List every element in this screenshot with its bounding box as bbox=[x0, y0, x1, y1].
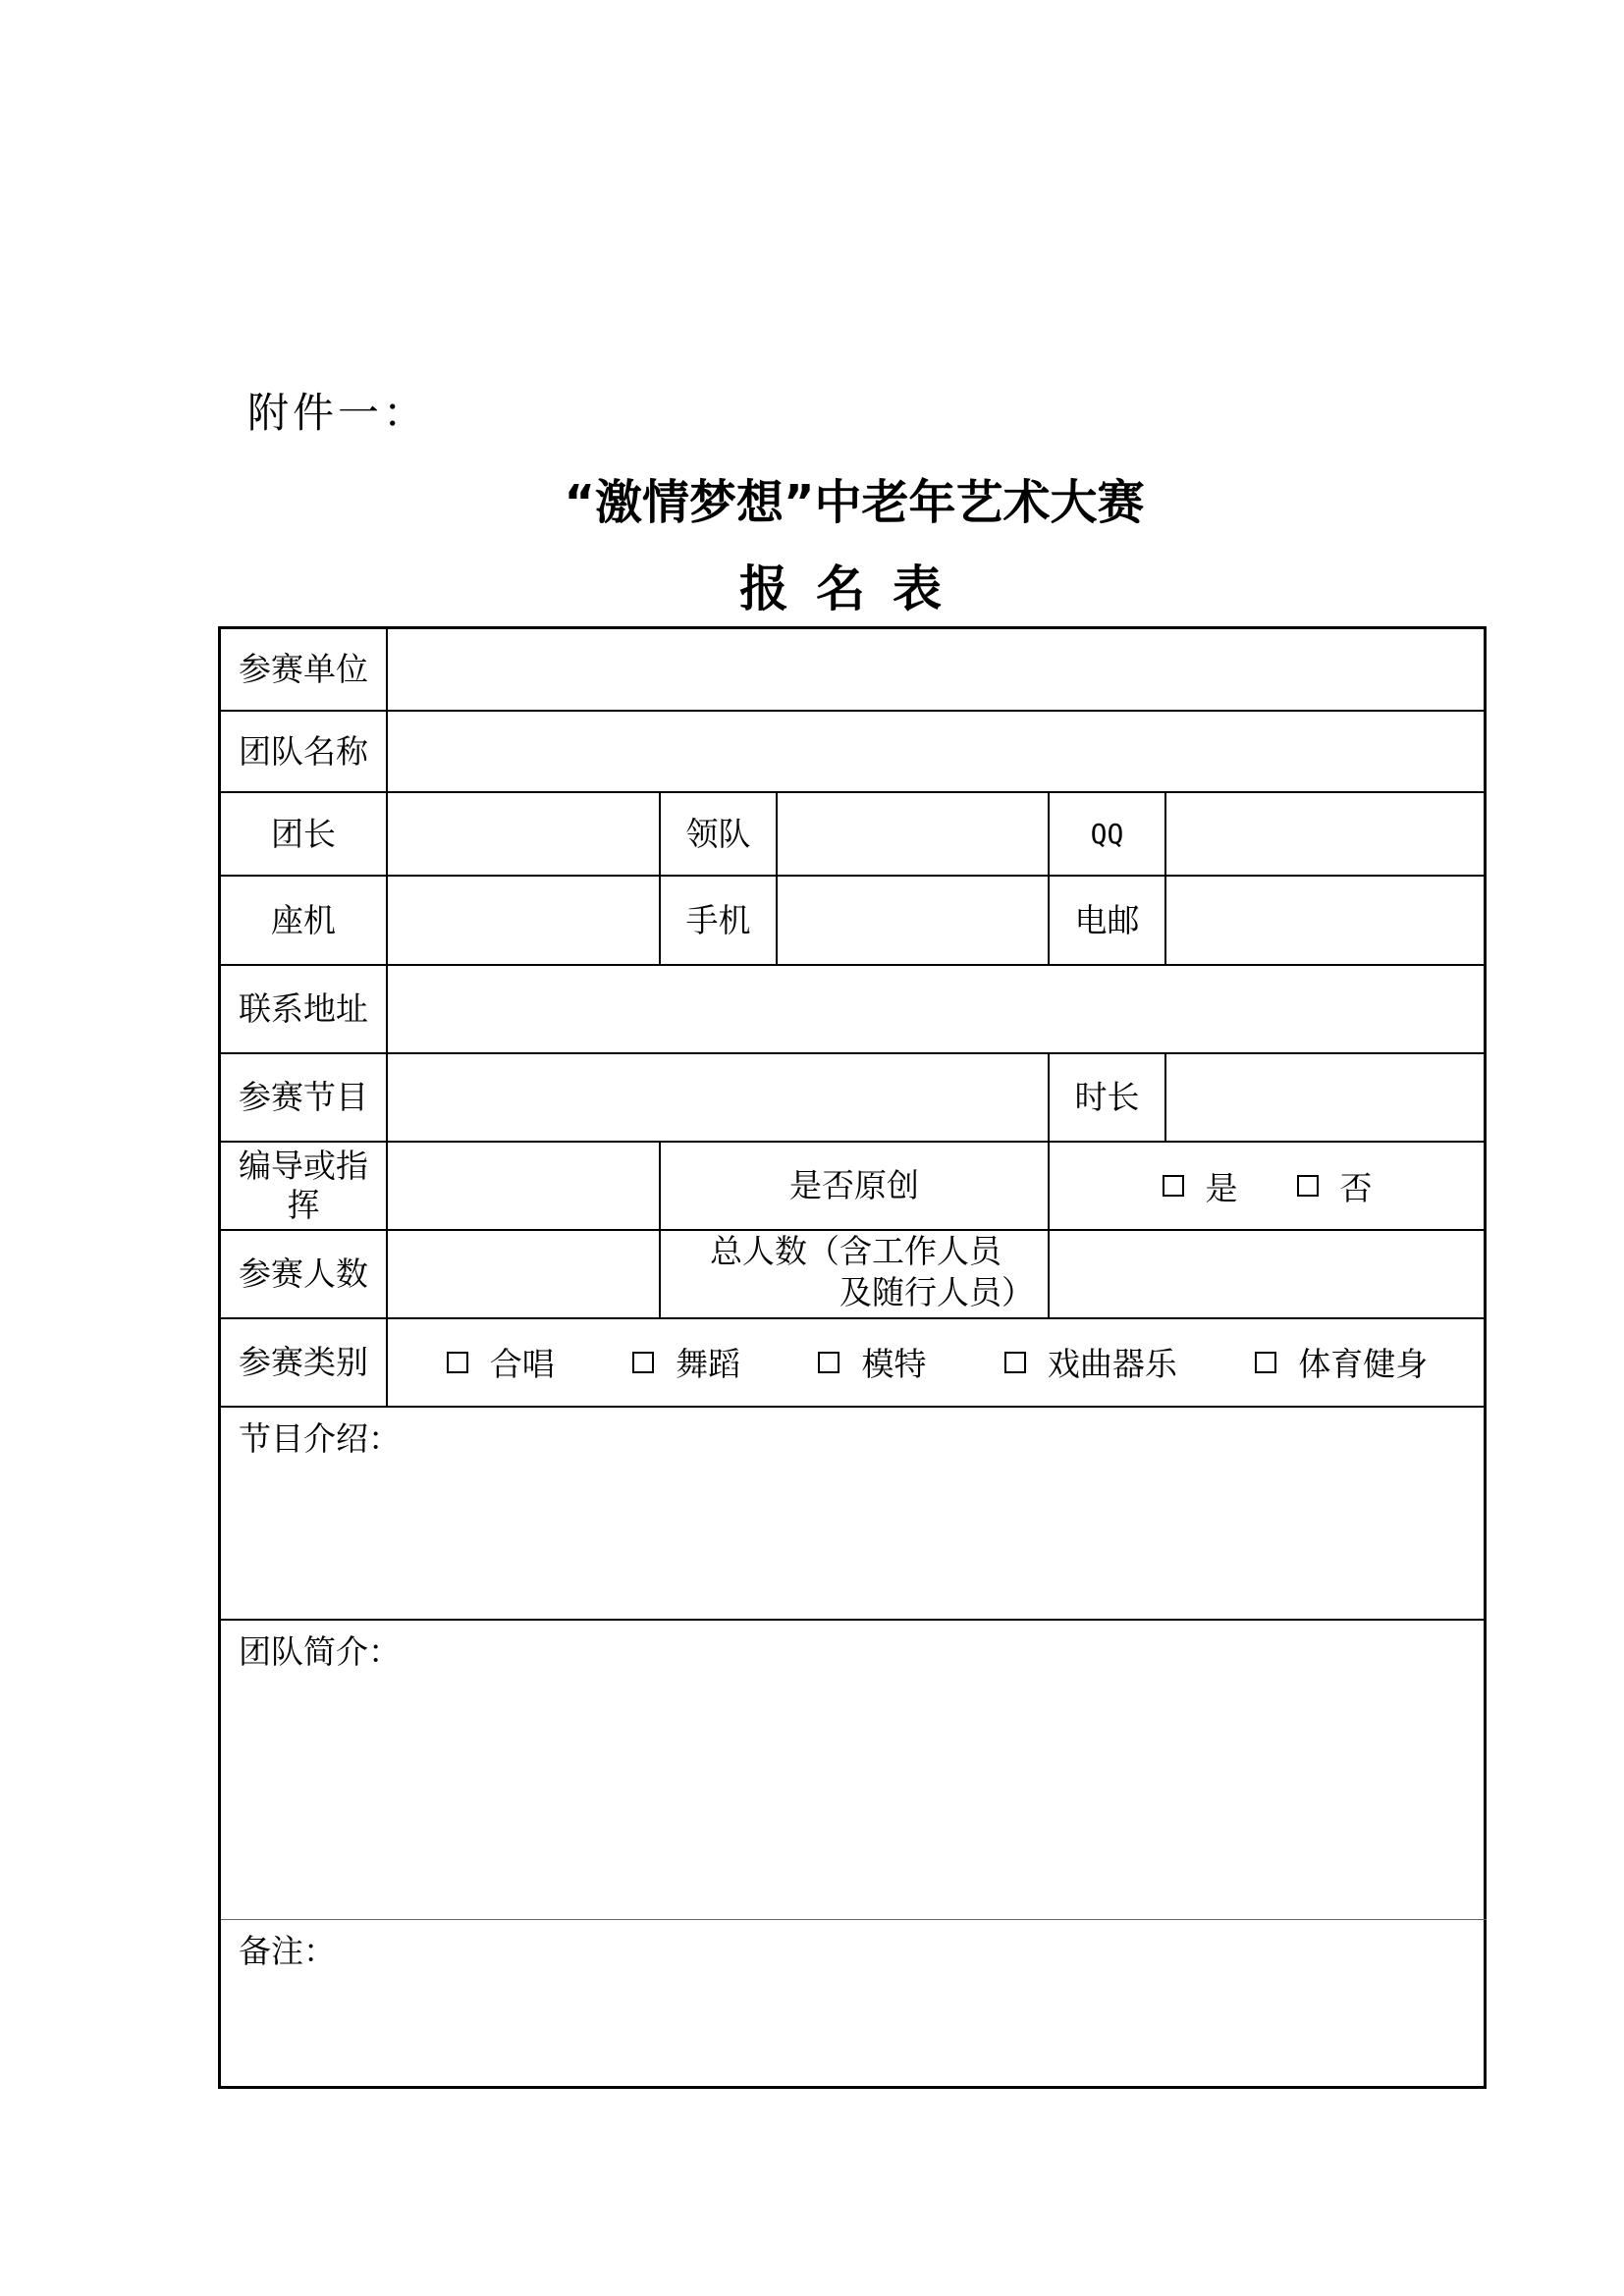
category-option-chorus[interactable] bbox=[447, 1339, 555, 1385]
original-no-option[interactable] bbox=[1297, 1163, 1373, 1209]
checkbox-icon[interactable] bbox=[447, 1352, 468, 1373]
checkbox-icon[interactable] bbox=[1004, 1352, 1026, 1373]
category-label: 参赛类别 bbox=[239, 1343, 368, 1381]
participants-field[interactable] bbox=[388, 1231, 659, 1317]
team-lead-field[interactable] bbox=[778, 793, 1048, 875]
remarks-field[interactable] bbox=[221, 1971, 1487, 2089]
participants-label: 参赛人数 bbox=[239, 1255, 368, 1293]
mobile-label: 手机 bbox=[685, 900, 751, 939]
category-label-model: 模特 bbox=[861, 1345, 927, 1383]
original-yes-option[interactable] bbox=[1163, 1163, 1238, 1209]
category-options bbox=[388, 1319, 1487, 1405]
form-title: “激情梦想”中老年艺术大赛 bbox=[564, 475, 1145, 530]
leader-label: 团长 bbox=[271, 814, 336, 853]
category-option-opera[interactable] bbox=[1004, 1339, 1177, 1385]
team-intro-label: 团队简介： bbox=[239, 1632, 401, 1671]
category-label-chorus: 合唱 bbox=[489, 1345, 555, 1383]
program-intro-field[interactable] bbox=[221, 1459, 1487, 1619]
leader-field[interactable] bbox=[388, 793, 659, 875]
original-no-label: 否 bbox=[1339, 1168, 1373, 1207]
attachment-label: 附件一： bbox=[247, 389, 429, 437]
total-count-field[interactable] bbox=[1050, 1231, 1487, 1317]
program-intro-label: 节目介绍： bbox=[239, 1419, 401, 1458]
unit-label: 参赛单位 bbox=[239, 650, 368, 688]
mobile-field[interactable] bbox=[778, 877, 1048, 964]
address-field[interactable] bbox=[388, 966, 1487, 1052]
director-field[interactable] bbox=[388, 1143, 659, 1229]
total-count-line1: 总人数（含工作人员 bbox=[710, 1232, 1001, 1270]
duration-label: 时长 bbox=[1074, 1078, 1140, 1116]
original-yes-label: 是 bbox=[1205, 1168, 1238, 1207]
program-label: 参赛节目 bbox=[239, 1078, 368, 1116]
category-option-dance[interactable] bbox=[632, 1339, 740, 1385]
original-label: 是否原创 bbox=[789, 1166, 919, 1204]
original-options bbox=[1048, 1143, 1487, 1229]
remarks-label: 备注： bbox=[239, 1932, 336, 1970]
category-label-opera: 戏曲器乐 bbox=[1047, 1345, 1177, 1383]
unit-field[interactable] bbox=[388, 629, 1487, 710]
email-field[interactable] bbox=[1166, 877, 1487, 964]
category-label-fitness: 体育健身 bbox=[1298, 1345, 1429, 1383]
landline-label: 座机 bbox=[271, 900, 336, 939]
address-label: 联系地址 bbox=[239, 989, 368, 1028]
total-count-line2: 及随行人员） bbox=[839, 1273, 1034, 1311]
checkbox-icon[interactable] bbox=[1255, 1352, 1276, 1373]
team-lead-label: 领队 bbox=[685, 814, 751, 853]
team-name-label: 团队名称 bbox=[239, 731, 368, 771]
checkbox-icon[interactable] bbox=[1163, 1175, 1184, 1197]
registration-form bbox=[218, 626, 1487, 2089]
director-label: 编导或指挥 bbox=[239, 1147, 368, 1224]
form-subtitle: 报名表 bbox=[739, 561, 969, 617]
qq-label: QQ bbox=[1090, 817, 1124, 850]
program-field[interactable] bbox=[388, 1054, 1048, 1141]
category-label-dance: 舞蹈 bbox=[676, 1345, 741, 1383]
total-count-label bbox=[666, 1231, 1046, 1317]
checkbox-icon[interactable] bbox=[1297, 1175, 1319, 1197]
email-label: 电邮 bbox=[1074, 900, 1140, 939]
category-option-fitness[interactable] bbox=[1255, 1339, 1428, 1385]
checkbox-icon[interactable] bbox=[632, 1352, 654, 1373]
category-option-model[interactable] bbox=[818, 1339, 926, 1385]
landline-field[interactable] bbox=[388, 877, 659, 964]
duration-field[interactable] bbox=[1166, 1054, 1487, 1141]
checkbox-icon[interactable] bbox=[818, 1352, 839, 1373]
team-intro-field[interactable] bbox=[221, 1672, 1487, 1919]
qq-field[interactable] bbox=[1166, 793, 1487, 875]
team-name-field[interactable] bbox=[388, 712, 1487, 791]
